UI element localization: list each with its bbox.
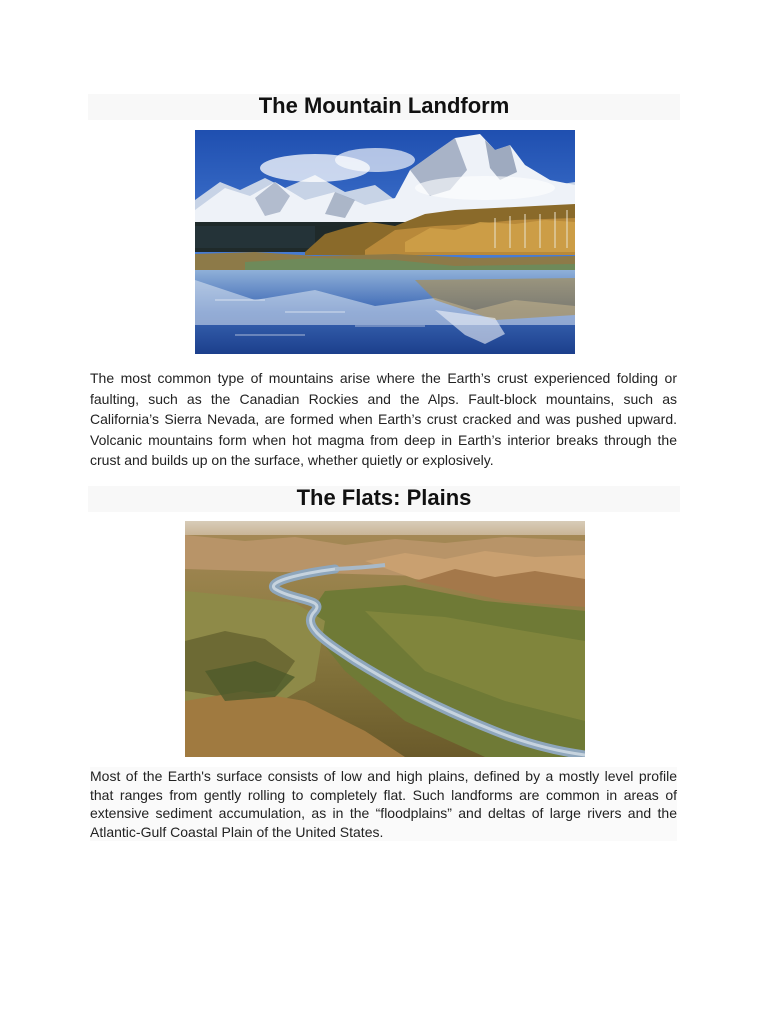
mountain-description: The most common type of mountains arise where the Earth’s crust experienced folding or faulting, such as the Canadian Rockies and the Alps. Fault-block mountains, such as California’s Sierra Nevada, are formed when Earth’s crust cracked and was pushed upward. Volcanic mountains form when hot magma from deep in Earth’s interior breaks through the crust and builds up on the surface, whether quietly or explosively. bbox=[90, 370, 677, 468]
section-title-mountain: The Mountain Landform bbox=[88, 94, 680, 120]
section-title-plains: The Flats: Plains bbox=[88, 486, 680, 512]
mountain-lake-photo bbox=[195, 130, 575, 354]
plains-description: Most of the Earth's surface consists of low and high plains, defined by a mostly level profile that ranges from gently rolling to completely flat. Such landforms are common in areas of extensive sediment accumulation, as in the “floodplains” and deltas of large rivers and the Atlantic-Gulf Coastal Plain of the United States. bbox=[90, 768, 677, 840]
plains-river-photo bbox=[185, 521, 585, 757]
